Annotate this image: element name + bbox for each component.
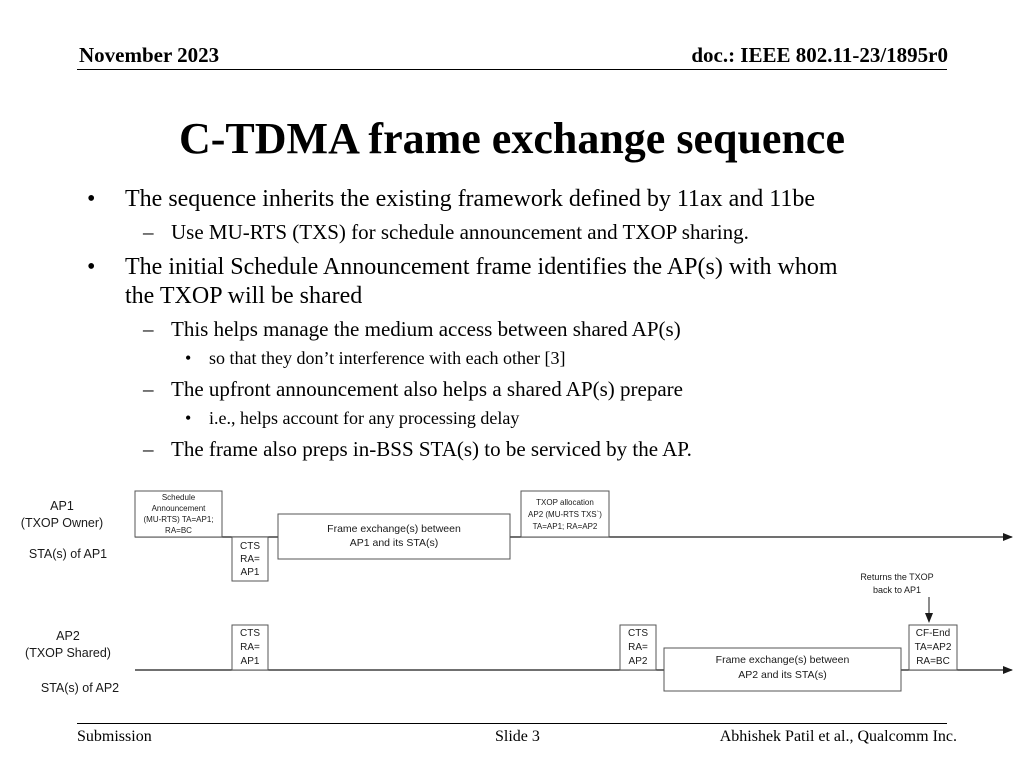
cts-ap2-2-line2: RA=: [628, 642, 648, 653]
bullet-1-sub-1: Use MU-RTS (TXS) for schedule announcement and TXOP sharing.: [171, 220, 749, 244]
cts-ap2-2-line1: CTS: [628, 628, 648, 639]
bullet-1-text: The sequence inherits the existing framework defined by 11ax and 11be: [125, 186, 815, 212]
bullet-2-text-cont: the TXOP will be shared: [125, 283, 363, 309]
cts-ap2-2-line3: AP2: [628, 656, 648, 667]
slide-title: C-TDMA frame exchange sequence: [179, 114, 845, 163]
schedule-box-line3: (MU-RTS) TA=AP1;: [143, 515, 214, 524]
returns-txop-line2: back to AP1: [872, 585, 922, 595]
footer-divider: [77, 723, 947, 724]
ap1-label-line1: AP1: [50, 499, 74, 513]
schedule-box-line2: Announcement: [151, 504, 206, 513]
footer-slide-number: Slide 3: [495, 728, 540, 745]
cts-ap2-1-line1: CTS: [240, 628, 260, 639]
schedule-box-line1: Schedule: [161, 493, 196, 502]
bullet-2-text: The initial Schedule Announcement frame identifies the AP(s) with whom: [125, 254, 838, 280]
bullet-marker: •: [87, 254, 96, 280]
footer-author: Abhishek Patil et al., Qualcomm Inc.: [719, 728, 957, 745]
bullet-2-sub-2-detail: i.e., helps account for any processing delay: [209, 408, 520, 428]
sta-ap1-label: STA(s) of AP1: [28, 547, 108, 561]
schedule-box-line4: RA=BC: [165, 526, 192, 535]
dash-marker: –: [143, 220, 154, 244]
txop-box-line3: TA=AP1; RA=AP2: [532, 522, 598, 531]
frame-exchange-ap2-line1: Frame exchange(s) between: [715, 654, 850, 666]
ap1-label-line2: (TXOP Owner): [20, 516, 104, 530]
frame-exchange-diagram: [0, 478, 1024, 714]
dash-marker: –: [143, 317, 154, 341]
txop-box-line1: TXOP allocation: [536, 498, 594, 507]
txop-box-line2: AP2 (MU-RTS TXS`): [528, 510, 602, 519]
sub-bullet-marker: •: [185, 348, 192, 368]
bullet-2-sub-2: The upfront announcement also helps a shared AP(s) prepare: [171, 377, 683, 401]
cf-end-line2: TA=AP2: [914, 642, 952, 653]
sta-ap2-label: STA(s) of AP2: [40, 681, 120, 695]
dash-marker: –: [143, 377, 154, 401]
cts-ap1-line1: CTS: [240, 541, 260, 552]
cts-ap2-1-line2: RA=: [240, 642, 260, 653]
cts-ap1-line3: AP1: [240, 567, 260, 578]
cts-ap2-1-line3: AP1: [240, 656, 260, 667]
cts-ap1-line2: RA=: [240, 554, 260, 565]
bullet-2-sub-3: The frame also preps in-BSS STA(s) to be serviced by the AP.: [171, 437, 692, 461]
bullet-2-sub-1: This helps manage the medium access between shared AP(s): [171, 317, 681, 341]
sub-bullet-marker: •: [185, 408, 192, 428]
header-date: November 2023: [79, 43, 220, 67]
cf-end-line3: RA=BC: [916, 656, 950, 667]
frame-exchange-ap1-line2: AP1 and its STA(s): [349, 537, 439, 549]
bullet-marker: •: [87, 186, 96, 212]
ap2-label-line2: (TXOP Shared): [25, 646, 111, 660]
footer-submission: Submission: [77, 728, 152, 745]
bullet-2-sub-1-detail: so that they don’t interference with each other [3]: [209, 348, 566, 368]
header-doc-id: doc.: IEEE 802.11-23/1895r0: [691, 43, 948, 67]
returns-txop-line1: Returns the TXOP: [860, 572, 934, 582]
dash-marker: –: [143, 437, 154, 461]
frame-exchange-ap2-line2: AP2 and its STA(s): [738, 669, 827, 681]
ap2-label-line1: AP2: [56, 629, 80, 643]
header-divider: [77, 69, 947, 70]
frame-exchange-ap1-line1: Frame exchange(s) between: [327, 523, 461, 535]
cf-end-line1: CF-End: [915, 628, 951, 639]
